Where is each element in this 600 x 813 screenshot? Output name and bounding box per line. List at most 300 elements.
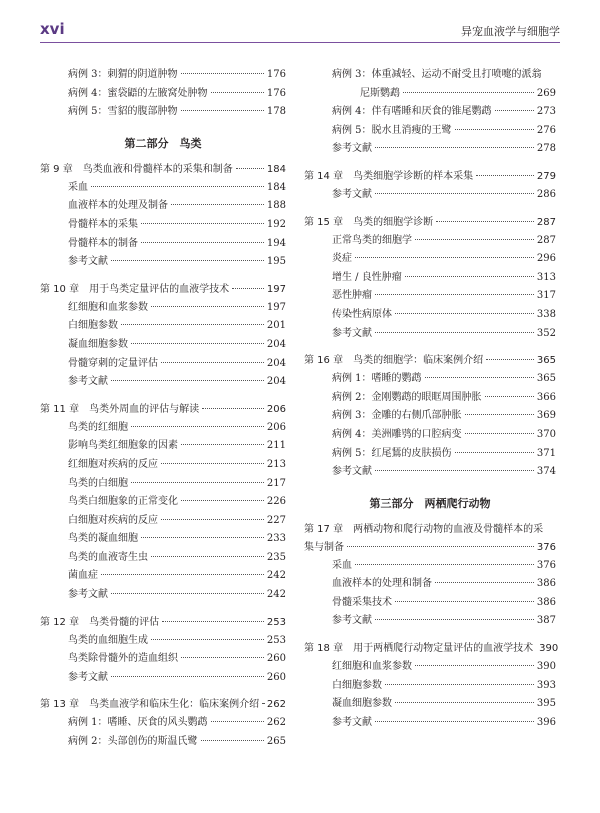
page-ref: 287 [536, 234, 556, 246]
entry-title: 红细胞和血浆参数 [68, 301, 148, 313]
page-ref: 276 [536, 124, 556, 136]
page-ref: 278 [536, 143, 556, 155]
toc-entry[interactable] [40, 299, 286, 318]
dot-leader [101, 574, 264, 575]
dot-leader [375, 721, 534, 722]
page-ref: 178 [266, 106, 286, 118]
page-ref: 184 [266, 181, 286, 193]
chapter-entry[interactable] [40, 281, 286, 299]
toc-line [332, 426, 556, 445]
page-ref: 376 [536, 541, 556, 553]
dot-leader [211, 92, 264, 93]
entry-title: 骨髓样本的制备 [68, 237, 138, 249]
toc-entry[interactable] [304, 426, 556, 445]
toc-right-column [304, 66, 559, 732]
toc-entry[interactable] [40, 216, 286, 235]
toc-entry[interactable] [304, 714, 556, 733]
dot-leader [375, 294, 534, 295]
entry-title: 血液样本的处理和制备 [332, 578, 432, 590]
toc-line [68, 299, 286, 318]
dot-leader [151, 556, 264, 557]
dot-leader [425, 377, 534, 378]
dot-leader [375, 147, 534, 148]
dot-leader [141, 537, 264, 538]
toc-entry[interactable] [304, 594, 556, 613]
toc-line [68, 650, 286, 669]
dot-leader [436, 221, 534, 222]
page-ref: 184 [266, 163, 286, 175]
dot-leader [111, 676, 264, 677]
toc-entry[interactable] [304, 103, 556, 122]
toc-entry[interactable] [304, 557, 556, 576]
entry-title: 传染性病原体 [332, 308, 392, 320]
toc-entry[interactable] [40, 530, 286, 549]
entry-title: 病例 1：嗜睡、厌食的风头鹦鹉 [68, 717, 208, 729]
page-ref: 197 [266, 283, 286, 295]
entry-title: 采血 [68, 181, 88, 193]
page-ref: 204 [266, 338, 286, 350]
chapter-entry[interactable] [304, 352, 556, 370]
page-ref: 227 [266, 514, 286, 526]
dot-leader [181, 657, 264, 658]
entry-title: 凝血细胞参数 [332, 698, 392, 710]
page-ref: 262 [266, 699, 286, 711]
chapter-entry[interactable] [40, 161, 286, 179]
chapter-entry[interactable] [304, 168, 556, 186]
dot-leader [202, 408, 264, 409]
entry-title: 鸟类的红细胞 [68, 421, 128, 433]
dot-leader [455, 129, 534, 130]
toc-line [332, 370, 556, 389]
toc-line [68, 197, 286, 216]
page-ref: 313 [536, 271, 556, 283]
toc-line [68, 253, 286, 272]
entry-title: 鸟类的白细胞 [68, 477, 128, 489]
entry-title: 病例 3：金雕的右侧爪部肿胀 [332, 410, 462, 422]
page-ref: 317 [536, 290, 556, 302]
entry-title: 炎症 [332, 253, 352, 265]
toc-line [304, 352, 556, 370]
page-ref: 260 [266, 653, 286, 665]
chapter-entry[interactable] [304, 214, 556, 232]
page-ref: 365 [536, 355, 556, 367]
entry-title: 病例 1：嗜睡的鹦鹉 [332, 373, 422, 385]
toc-entry[interactable] [304, 695, 556, 714]
dot-leader [375, 619, 534, 620]
dot-leader [355, 257, 534, 258]
toc-entry[interactable] [40, 85, 286, 104]
entry-title: 凝血细胞参数 [68, 338, 128, 350]
page-ref: 262 [266, 717, 286, 729]
page-ref: 386 [536, 578, 556, 590]
dot-leader [131, 482, 264, 483]
page-ref: 387 [536, 615, 556, 627]
toc-entry[interactable] [40, 235, 286, 254]
dot-leader [181, 110, 264, 111]
dot-leader [455, 452, 534, 453]
dot-leader [171, 204, 264, 205]
toc-entry[interactable] [304, 232, 556, 251]
toc-line [68, 179, 286, 198]
page-ref: 369 [536, 410, 556, 422]
toc-line [332, 407, 556, 426]
toc-entry[interactable] [304, 612, 556, 631]
toc-line [332, 677, 556, 696]
page-ref: 279 [536, 170, 556, 182]
toc-line [68, 216, 286, 235]
dot-leader [111, 380, 264, 381]
toc-entry[interactable] [40, 437, 286, 456]
toc-entry[interactable] [40, 733, 286, 752]
dot-leader [111, 260, 264, 261]
entry-title: 参考文献 [332, 188, 372, 200]
toc-entry[interactable] [304, 677, 556, 696]
page-ref: 213 [266, 458, 286, 470]
toc-line [332, 463, 556, 482]
toc-entry[interactable] [304, 370, 556, 389]
toc-line [332, 250, 556, 269]
toc-line [68, 66, 286, 85]
toc-entry[interactable] [304, 306, 556, 325]
page-ref: 390 [536, 661, 556, 673]
entry-title: 鸟类除骨髓外的造血组织 [68, 653, 178, 665]
dot-leader [151, 639, 264, 640]
toc-line [40, 161, 286, 179]
toc-line [332, 122, 556, 141]
entry-title: 参考文献 [332, 327, 372, 339]
chapter-entry[interactable] [304, 640, 559, 658]
toc-line [68, 437, 286, 456]
toc-line [68, 419, 286, 438]
toc-line [68, 530, 286, 549]
toc-left-column [40, 66, 286, 752]
page-ref: 396 [536, 716, 556, 728]
toc-entry[interactable] [304, 66, 556, 103]
toc-entry[interactable] [40, 355, 286, 374]
toc-line [332, 612, 556, 631]
dot-leader [181, 73, 264, 74]
dot-leader [131, 426, 264, 427]
entry-title: 白细胞对疾病的反应 [68, 514, 158, 526]
entry-title: 集与制备 [304, 541, 344, 553]
dot-leader [141, 242, 264, 243]
dot-leader [375, 470, 534, 471]
chapter-entry[interactable] [40, 696, 286, 714]
dot-leader [131, 343, 264, 344]
toc-line [68, 733, 286, 752]
toc-line [40, 614, 286, 632]
dot-leader [435, 582, 534, 583]
entry-title: 白细胞参数 [332, 679, 382, 691]
dot-leader [111, 593, 264, 594]
entry-title: 参考文献 [68, 256, 108, 268]
toc-line [40, 281, 286, 299]
page-ref: 253 [266, 616, 286, 628]
entry-title: 参考文献 [68, 376, 108, 388]
part-heading: 第三部分 两栖爬行动物 [369, 496, 491, 510]
dot-leader [405, 276, 534, 277]
dot-leader [395, 313, 534, 314]
dot-leader [211, 721, 264, 722]
toc-entry[interactable] [40, 373, 286, 392]
toc-entry[interactable] [40, 567, 286, 586]
toc-line [68, 103, 286, 122]
dot-leader [181, 500, 264, 501]
entry-title: 病例 4：美洲雕鸮的口腔病变 [332, 428, 462, 440]
toc-line [332, 325, 556, 344]
page-ref: 206 [266, 403, 286, 415]
chapter-entry[interactable] [40, 401, 286, 419]
page-ref: 371 [536, 447, 556, 459]
page-ref: 235 [266, 551, 286, 563]
page-ref: 374 [536, 466, 556, 478]
chapter-entry[interactable] [304, 521, 556, 557]
toc-line [332, 186, 556, 205]
entry-title: 病例 5：雪貂的腹部肿物 [68, 106, 178, 118]
entry-title: 病例 5：红尾鵟的皮肤损伤 [332, 447, 452, 459]
dot-leader [121, 324, 264, 325]
page-ref: 286 [536, 188, 556, 200]
entry-title: 第 14 章 鸟类细胞学诊断的样本采集 [304, 170, 474, 182]
toc-entry[interactable] [40, 650, 286, 669]
toc-entry[interactable] [40, 714, 286, 733]
toc-entry[interactable] [304, 575, 556, 594]
dot-leader [375, 193, 534, 194]
page-ref: 273 [536, 106, 556, 118]
toc-entry[interactable] [40, 179, 286, 198]
toc-line [304, 640, 559, 658]
toc-entry[interactable] [304, 122, 556, 141]
page-ref: 201 [266, 320, 286, 332]
toc-entry[interactable] [40, 632, 286, 651]
toc-entry[interactable] [40, 66, 286, 85]
toc-entry[interactable] [40, 586, 286, 605]
dot-leader [395, 601, 534, 602]
page-ref: 260 [266, 671, 286, 683]
toc-line [68, 475, 286, 494]
page-ref: 352 [536, 327, 556, 339]
dot-leader [161, 519, 264, 520]
page-ref: 226 [266, 496, 286, 508]
entry-title-line1: 第 17 章 两栖动物和爬行动物的血液及骨髓样本的采 [304, 523, 544, 535]
toc-entry[interactable] [40, 336, 286, 355]
page-ref: 194 [266, 237, 286, 249]
page-ref: 370 [536, 428, 556, 440]
page-ref: 217 [266, 477, 286, 489]
dot-leader [232, 288, 264, 289]
entry-title: 病例 5：脱水且消瘦的王鹭 [332, 124, 452, 136]
toc-line [332, 445, 556, 464]
toc-entry[interactable] [304, 287, 556, 306]
page-ref: 176 [266, 87, 286, 99]
page-ref: 204 [266, 376, 286, 388]
dot-leader [181, 444, 264, 445]
dot-leader [486, 359, 534, 360]
toc-entry[interactable] [40, 419, 286, 438]
toc-line [332, 695, 556, 714]
dot-leader [465, 433, 534, 434]
toc-line [332, 389, 556, 408]
entry-title: 第 18 章 用于两栖爬行动物定量评估的血液学技术 [304, 643, 534, 655]
entry-title: 鸟类的凝血细胞 [68, 533, 138, 545]
toc-entry[interactable] [40, 103, 286, 122]
page-ref: 211 [266, 440, 286, 452]
toc-line [68, 586, 286, 605]
page-ref: 204 [266, 357, 286, 369]
dot-leader [403, 92, 534, 93]
toc-entry[interactable] [40, 317, 286, 336]
page-ref: 338 [536, 308, 556, 320]
entry-title: 红细胞和血浆参数 [332, 661, 412, 673]
dot-leader [495, 110, 534, 111]
page-ref: 176 [266, 69, 286, 80]
toc-entry[interactable] [40, 493, 286, 512]
dot-leader [415, 665, 534, 666]
toc-line [332, 557, 556, 576]
toc-entry[interactable] [40, 197, 286, 216]
dot-leader [347, 546, 534, 547]
entry-title: 病例 2：金刚鹦鹉的眼眶周围肿胀 [332, 391, 482, 403]
entry-title: 参考文献 [332, 466, 372, 478]
entry-title: 红细胞对疾病的反应 [68, 458, 158, 470]
part-heading: 第二部分 鸟类 [124, 136, 202, 150]
toc-line [68, 355, 286, 374]
toc-line [332, 85, 556, 104]
entry-title: 鸟类白细胞象的正常变化 [68, 496, 178, 508]
page-ref: 197 [266, 301, 286, 313]
entry-title: 鸟类的血细胞生成 [68, 634, 148, 646]
toc-line [68, 373, 286, 392]
toc-line [304, 539, 556, 557]
page-ref: 393 [536, 679, 556, 691]
entry-title: 恶性肿瘤 [332, 290, 372, 302]
entry-title: 病例 4：蜜袋鼯的左腋窝处肿物 [68, 87, 208, 99]
dot-leader [236, 168, 264, 169]
dot-leader [385, 684, 534, 685]
entry-title: 第 15 章 鸟类的细胞学诊断 [304, 216, 434, 228]
toc-entry[interactable] [304, 269, 556, 288]
entry-title: 病例 4：伴有嗜睡和厌食的锥尾鹦鹉 [332, 106, 492, 118]
dot-leader [395, 702, 534, 703]
toc-entry[interactable] [304, 140, 556, 159]
entry-title: 骨髓穿刺的定量评估 [68, 357, 158, 369]
entry-title: 第 13 章 鸟类血液学和临床生化：临床案例介绍 [40, 699, 260, 711]
toc-line [68, 567, 286, 586]
page-ref: 395 [536, 698, 556, 710]
page-ref: 242 [266, 589, 286, 601]
dot-leader [162, 621, 264, 622]
toc-line [332, 103, 556, 122]
toc-line [332, 140, 556, 159]
dot-leader [375, 332, 534, 333]
toc-line [68, 317, 286, 336]
entry-title: 病例 3：刺猬的阴道肿物 [68, 69, 178, 80]
entry-title-line1: 病例 3：体重减轻、运动不耐受且打喷嚏的派翁 [332, 69, 542, 80]
dot-leader [465, 414, 534, 415]
page-ref: 188 [266, 200, 286, 212]
dot-leader [485, 396, 534, 397]
toc-line [68, 669, 286, 688]
entry-title: 参考文献 [68, 589, 108, 601]
toc-line [68, 336, 286, 355]
toc-line [68, 85, 286, 104]
toc-line [68, 632, 286, 651]
toc-entry[interactable] [40, 253, 286, 272]
toc-line [68, 456, 286, 475]
page-ref: 269 [536, 87, 556, 99]
toc-line [68, 549, 286, 568]
toc-line [68, 714, 286, 733]
toc-entry[interactable] [40, 512, 286, 531]
page-ref: 265 [266, 736, 286, 748]
toc-entry[interactable] [304, 407, 556, 426]
page-ref: 192 [266, 218, 286, 230]
toc-line [40, 401, 286, 419]
entry-title: 白细胞参数 [68, 320, 118, 332]
entry-title: 增生 / 良性肿瘤 [332, 271, 402, 283]
entry-title: 血液样本的处理及制备 [68, 200, 168, 212]
toc-entry[interactable] [40, 475, 286, 494]
page-ref: 365 [536, 373, 556, 385]
page-header [40, 20, 560, 43]
dot-leader [262, 703, 264, 704]
dot-leader [161, 463, 264, 464]
dot-leader [355, 564, 534, 565]
entry-title: 第 11 章 鸟类外周血的评估与解读 [40, 403, 200, 415]
entry-title: 影响鸟类红细胞象的因素 [68, 440, 178, 452]
entry-title: 参考文献 [332, 143, 372, 155]
page-ref: 253 [266, 634, 286, 646]
toc-entry[interactable] [304, 445, 556, 464]
entry-title: 鸟类的血液寄生虫 [68, 551, 148, 563]
entry-title: 参考文献 [68, 671, 108, 683]
page-ref: 233 [266, 533, 286, 545]
toc-entry[interactable] [40, 456, 286, 475]
entry-title: 正常鸟类的细胞学 [332, 234, 412, 246]
entry-title: 参考文献 [332, 615, 372, 627]
chapter-entry[interactable] [40, 614, 286, 632]
dot-leader [161, 362, 264, 363]
toc-entry[interactable] [304, 658, 556, 677]
toc-entry[interactable] [304, 186, 556, 205]
toc-line [332, 269, 556, 288]
toc-line [332, 714, 556, 733]
toc-entry[interactable] [304, 389, 556, 408]
toc-line [68, 235, 286, 254]
entry-title: 参考文献 [332, 716, 372, 728]
dot-leader [151, 306, 264, 307]
toc-entry[interactable] [40, 669, 286, 688]
toc-entry[interactable] [304, 325, 556, 344]
toc-line [304, 214, 556, 232]
toc-entry[interactable] [304, 250, 556, 269]
entry-title: 第 10 章 用于鸟类定量评估的血液学技术 [40, 283, 230, 295]
dot-leader [141, 223, 264, 224]
running-title: 异宠血液学与细胞学 [461, 25, 560, 38]
dot-leader [476, 175, 534, 176]
page-ref: 296 [536, 253, 556, 265]
toc-entry[interactable] [40, 549, 286, 568]
page-ref: 386 [536, 596, 556, 608]
entry-title: 第 12 章 鸟类骨髓的评估 [40, 616, 160, 628]
page-ref: 366 [536, 391, 556, 403]
toc-entry[interactable] [304, 463, 556, 482]
page-number: xvi [40, 20, 65, 38]
toc-line [332, 658, 556, 677]
page-ref: 242 [266, 570, 286, 582]
entry-title: 病例 2：头部创伤的斯温氏鹭 [68, 736, 198, 748]
toc-line [40, 696, 286, 714]
